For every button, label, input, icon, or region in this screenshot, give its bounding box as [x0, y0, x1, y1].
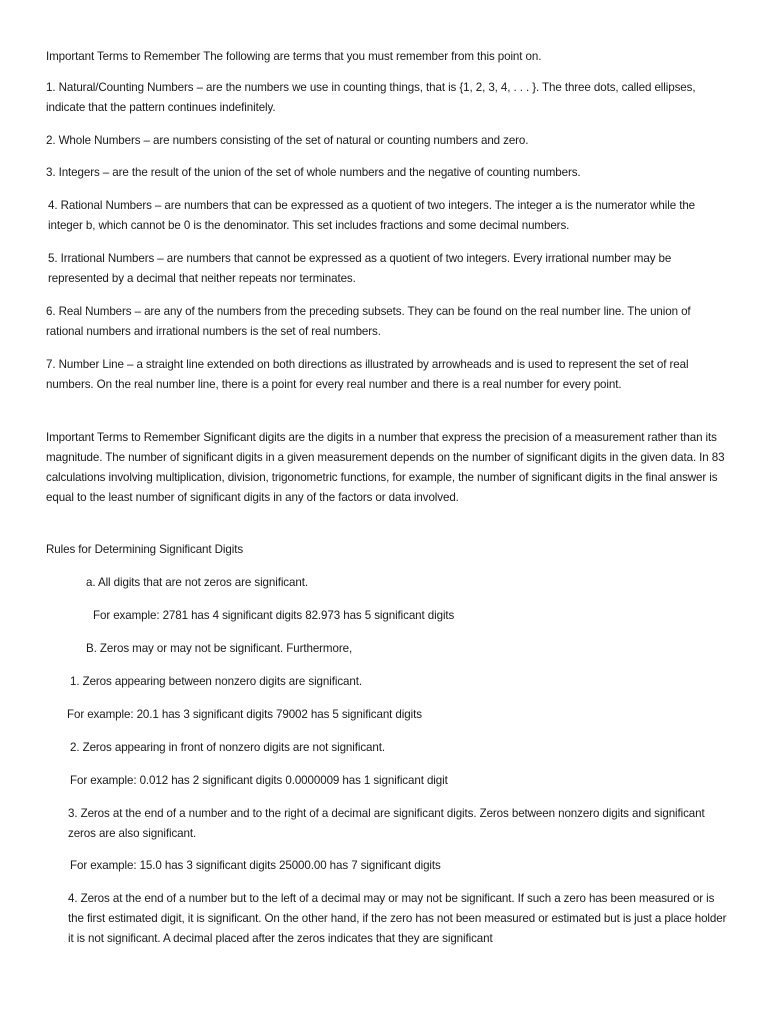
- rules-heading: Rules for Determining Significant Digits: [46, 543, 244, 556]
- rule-b: B. Zeros may or may not be significant. Furthermore,: [86, 642, 353, 655]
- term-whole-numbers: 2. Whole Numbers – are numbers consisting of the set of natural or counting numbers and zero.: [46, 134, 529, 147]
- term-number-line: 7. Number Line – a straight line extended on both directions as illustrated by arrowheads and is used to represent the set of real numbers. On the real number line, there is a point for every real number and there is a real number for every point.: [46, 358, 689, 391]
- sub-rule-4: 4. Zeros at the end of a number but to the left of a decimal may or may not be significant. If such a zero has been measured or is the first estimated digit, it is significant. On the other hand, if the zero has not been measured or estimated but is just a place holder it is not significant. A decimal placed after the zeros indicates that they are significant: [68, 892, 727, 945]
- rule-a: a. All digits that are not zeros are significant.: [86, 576, 308, 589]
- sub-rule-2-example: For example: 0.012 has 2 significant digits 0.0000009 has 1 significant digit: [70, 774, 448, 787]
- sub-rule-3-example: For example: 15.0 has 3 significant digits 25000.00 has 7 significant digits: [70, 859, 441, 872]
- term-irrational-numbers: 5. Irrational Numbers – are numbers that cannot be expressed as a quotient of two integers. Every irrational number may be represented by a decimal that neither repeats nor terminates.: [48, 252, 672, 285]
- sub-rule-1-example: For example: 20.1 has 3 significant digits 79002 has 5 significant digits: [67, 708, 422, 721]
- intro-paragraph: Important Terms to Remember The following are terms that you must remember from this point on.: [46, 50, 542, 63]
- significant-digits-paragraph: Important Terms to Remember Significant digits are the digits in a number that express the precision of a measurement rather than its magnitude. The number of significant digits in a given measurement depends on the number of significant digits in the given data. In 83 calculations involving multiplication, division, trigonometric functions, for example, the number of significant digits in the final answer is equal to the least number of significant digits in any of the factors or data involved.: [46, 431, 725, 504]
- term-integers: 3. Integers – are the result of the union of the set of whole numbers and the negative of counting numbers.: [46, 166, 581, 179]
- term-natural-numbers: 1. Natural/Counting Numbers – are the numbers we use in counting things, that is {1, 2, 3, 4, . . . }. The three dots, called ellipses, indicate that the pattern continues indefinitely.: [46, 81, 696, 114]
- sub-rule-1: 1. Zeros appearing between nonzero digits are significant.: [70, 675, 362, 688]
- sub-rule-2: 2. Zeros appearing in front of nonzero digits are not significant.: [70, 741, 385, 754]
- rule-a-example: For example: 2781 has 4 significant digits 82.973 has 5 significant digits: [93, 609, 455, 622]
- term-rational-numbers: 4. Rational Numbers – are numbers that can be expressed as a quotient of two integers. The integer a is the numerator while the integer b, which cannot be 0 is the denominator. This set includes fractions and some decimal numbers.: [48, 199, 696, 232]
- sub-rule-3: 3. Zeros at the end of a number and to the right of a decimal are significant digits. Zeros between nonzero digits and significant zeros are also significant.: [68, 807, 705, 840]
- term-real-numbers: 6. Real Numbers – are any of the numbers from the preceding subsets. They can be found on the real number line. The union of rational numbers and irrational numbers is the set of real numbers.: [46, 305, 691, 338]
